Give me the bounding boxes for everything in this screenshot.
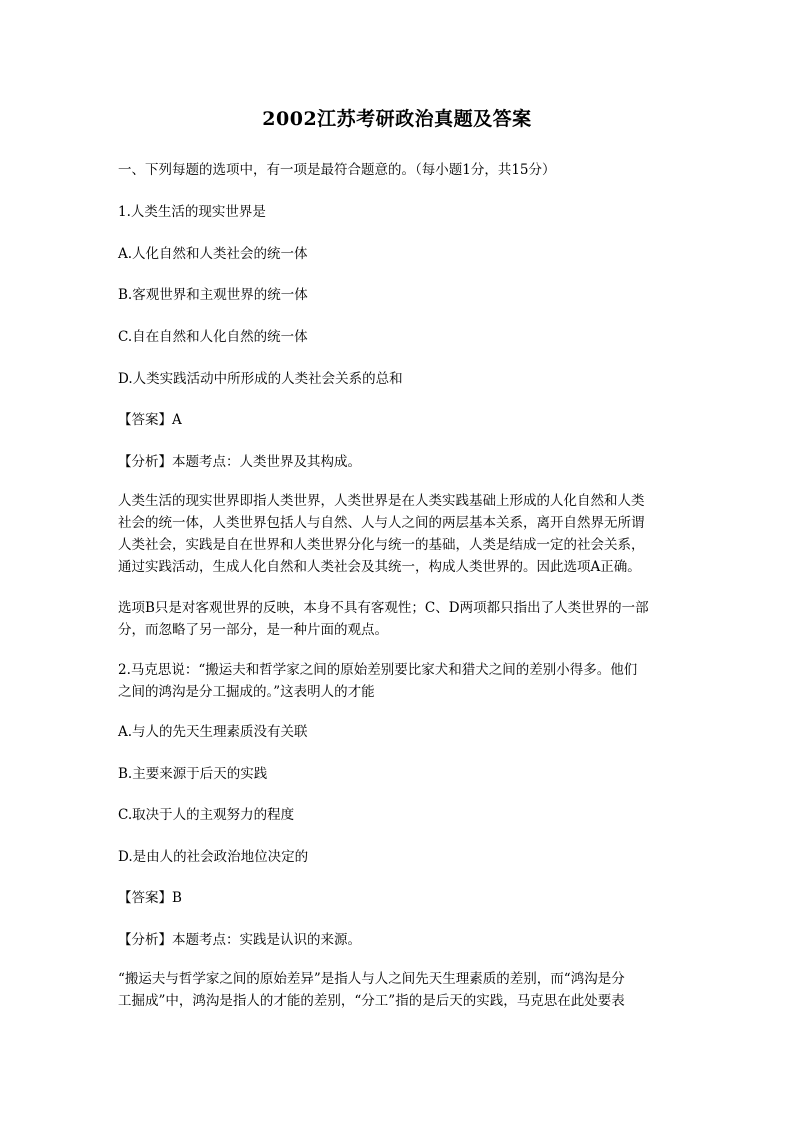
question-1-option-a: A.人化自然和人类社会的统一体 (118, 246, 308, 262)
paragraph-line: “搬运夫与哲学家之间的原始差异”是指人与人之间先天生理素质的差别，而“鸿沟是分 (118, 971, 625, 987)
section-heading: 一、下列每题的选项中，有一项是最符合题意的。（每小题1分，共15分） (118, 162, 556, 178)
question-2-analysis-paragraph-1 (118, 968, 678, 1012)
paragraph-line: 2.马克思说：“搬运夫和哲学家之间的原始差别要比家犬和猎犬之间的差别小得多。他们 (118, 662, 638, 678)
question-2-option-d: D.是由人的社会政治地位决定的 (118, 849, 309, 865)
question-1-stem: 1.人类生活的现实世界是 (118, 204, 266, 220)
question-2-option-c: C.取决于人的主观努力的程度 (118, 807, 295, 823)
question-1-analysis-label: 【分析】本题考点：人类世界及其构成。 (118, 454, 361, 470)
question-1-analysis-paragraph-1 (118, 490, 678, 578)
paragraph-line: 工掘成”中，鸿沟是指人的才能的差别，“分工”指的是后天的实践，马克思在此处要表 (118, 993, 625, 1009)
question-2-stem (118, 659, 678, 703)
paragraph-line: 社会的统一体，人类世界包括人与自然、人与人之间的两层基本关系，离开自然界无所谓 (118, 515, 645, 531)
question-1-answer: 【答案】A (118, 412, 182, 428)
page-title: 2002江苏考研政治真题及答案 (262, 108, 532, 130)
paragraph-line: 人类生活的现实世界即指人类世界，人类世界是在人类实践基础上形成的人化自然和人类 (118, 493, 645, 509)
question-1-option-d: D.人类实践活动中所形成的人类社会关系的总和 (118, 371, 403, 387)
question-1-option-b: B.客观世界和主观世界的统一体 (118, 287, 308, 303)
paragraph-line: 之间的鸿沟是分工掘成的。”这表明人的才能 (118, 684, 375, 700)
question-2-option-a: A.与人的先天生理素质没有关联 (118, 724, 308, 740)
paragraph-line: 通过实践活动，生成人化自然和人类社会及其统一，构成人类世界的。因此选项A正确。 (118, 559, 641, 575)
question-2-option-b: B.主要来源于后天的实践 (118, 766, 268, 782)
paragraph-line: 人类社会，实践是自在世界和人类世界分化与统一的基础，人类是结成一定的社会关系， (118, 537, 645, 553)
question-1-option-c: C.自在自然和人化自然的统一体 (118, 329, 308, 345)
question-2-answer: 【答案】B (118, 890, 182, 906)
question-2-analysis-label: 【分析】本题考点：实践是认识的来源。 (118, 932, 361, 948)
paragraph-line: 分，而忽略了另一部分，是一种片面的观点。 (118, 622, 388, 638)
question-1-analysis-paragraph-2 (118, 597, 678, 641)
paragraph-line: 选项B只是对客观世界的反映，本身不具有客观性；C、D两项都只指出了人类世界的一部 (118, 600, 649, 616)
